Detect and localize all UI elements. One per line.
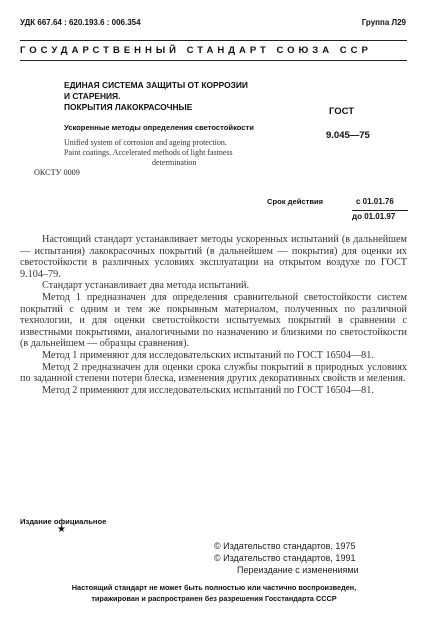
reproduction-notice	[20, 582, 408, 604]
okstu-code: ОКСТУ 0009	[34, 168, 80, 177]
udk-code: УДК 667.64 : 620.193.6 : 006.354	[20, 18, 141, 27]
copyright-1991: © Издательство стандартов, 1991	[214, 553, 356, 563]
footer-line-1: Настоящий стандарт не может быть полностью или частично воспроизведен,	[71, 583, 357, 592]
paragraph-method-2-use: Метод 2 применяют для исследовательских испытаний по ГОСТ 16504—81.	[42, 384, 374, 396]
paragraph-method-1-use: Метод 1 применяют для исследовательских испытаний по ГОСТ 16504—81.	[42, 349, 374, 361]
title-line-2: И СТАРЕНИЯ.	[64, 91, 121, 101]
english-line-3: determination	[152, 158, 197, 167]
document-subtitle: Ускоренные методы определения светостойкости	[64, 123, 254, 132]
validity-from: с 01.01.76	[356, 197, 394, 206]
title-line-1: ЕДИНАЯ СИСТЕМА ЗАЩИТЫ ОТ КОРРОЗИИ	[64, 80, 248, 90]
top-rule	[20, 40, 407, 41]
english-title	[64, 138, 233, 168]
group-code: Группа Л29	[361, 18, 406, 27]
english-line-1: Unified system of corrosion and ageing protection.	[64, 138, 227, 147]
title-rule	[20, 60, 407, 61]
copyright-1975: © Издательство стандартов, 1975	[214, 541, 356, 551]
paragraph-intro: Настоящий стандарт устанавливает методы ускоренных испытаний (в дальнейшем — испытания) лакокрасочных покрытий (в дальнейшем — покрытия) для оценки их светостойкости в различных условиях эксплуатации на открытом воздухе по ГОСТ 9.104–79.	[20, 234, 407, 280]
star-icon: ★	[57, 524, 66, 535]
paragraph-method-1: Метод 1 предназначен для определения сравнительной светостойкости систем покрытий с одним и тем же покрывным материалом, полученных по различной технологии, и для оценки светостойкости испытуемых покрытий в сравнении с известными покрытиями, аналогичными по назначению и близкими по светостойкости (в дальнейшем — образцы сравнения).	[20, 291, 407, 350]
footer-line-2: тиражирован и распространен без разрешения Госстандарта СССР	[91, 594, 337, 603]
reprint-note: Переиздание с изменениями	[237, 565, 359, 575]
gost-number: 9.045—75	[326, 130, 370, 141]
document-title	[64, 80, 248, 113]
paragraph-methods: Стандарт устанавливает два метода испытаний.	[42, 280, 250, 292]
standard-title: ГОСУДАРСТВЕННЫЙ СТАНДАРТ СОЮЗА ССР	[20, 45, 372, 56]
validity-label: Срок действия	[267, 197, 324, 206]
gost-label: ГОСТ	[329, 106, 355, 117]
body-text	[20, 234, 407, 396]
paragraph-method-2: Метод 2 предназначен для оценки срока службы покрытий в природных условиях по заданной степени потери блеска, изменения других декоративных свойств и меления.	[20, 361, 407, 385]
title-line-3: ПОКРЫТИЯ ЛАКОКРАСОЧНЫЕ	[64, 102, 193, 112]
official-edition-label: Издание официальное	[20, 517, 107, 526]
english-line-2: Paint coatings. Accelerated methods of light fastness	[64, 148, 233, 157]
validity-to: до 01.01.97	[352, 210, 408, 221]
